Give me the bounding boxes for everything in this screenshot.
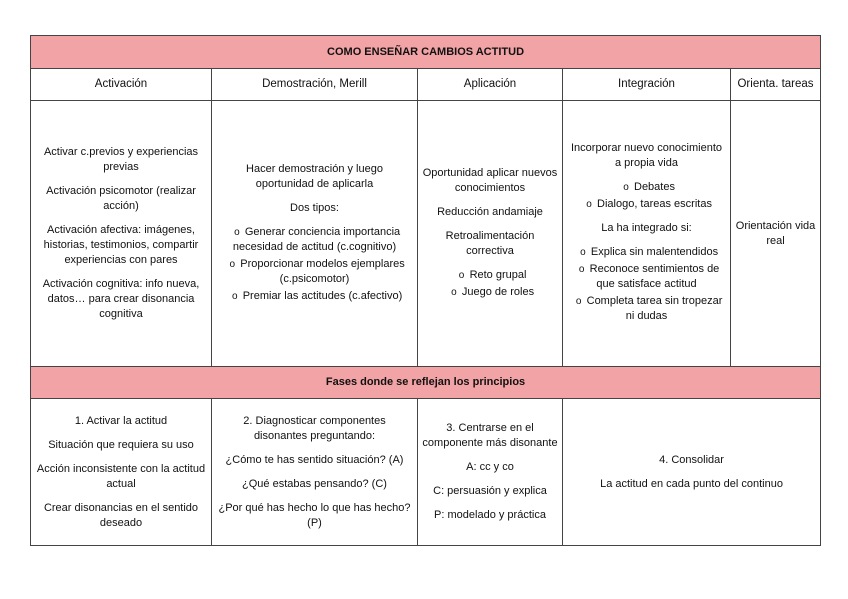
section-row (31, 367, 821, 399)
demostracion-list (216, 225, 413, 304)
fase-text: Acción inconsistente con la actitud actual (36, 462, 206, 490)
bullet-icon: o (623, 182, 629, 193)
activacion-text: Activación afectiva: imágenes, historias, testimonios, compartir experiencias con pares (43, 224, 199, 266)
cell-activacion (31, 101, 212, 367)
cell-fase-4 (563, 399, 821, 546)
list-item (567, 180, 726, 195)
list-item (567, 294, 726, 324)
aplicacion-text: Oportunidad aplicar nuevos conocimientos (422, 166, 558, 194)
cell-fase-3 (418, 399, 563, 546)
list-item (422, 268, 558, 283)
fase-text: 3. Centrarse en el componente más disonante (422, 422, 558, 449)
fase-text: P: modelado y práctica (434, 509, 546, 521)
title-row (31, 36, 821, 69)
list-item (216, 225, 413, 255)
attitude-change-table (30, 35, 821, 546)
integracion-intro: Incorporar nuevo conocimiento a propia vida (570, 142, 723, 169)
fase-text: ¿Por qué has hecho lo que has hecho? (P) (218, 501, 411, 529)
bullet-icon: o (458, 269, 465, 281)
section-title: Fases donde se reflejan los principios (31, 367, 821, 399)
cell-fase-2 (212, 399, 418, 546)
bullet-icon: o (234, 226, 240, 238)
fase-text: La actitud en cada punto del continuo (600, 477, 783, 490)
bullet-icon: o (229, 258, 236, 270)
aplicacion-text: Retroalimentación correctiva (445, 229, 535, 257)
fase-text: C: persuasión y explica (433, 485, 547, 497)
bullet-icon: o (575, 296, 582, 307)
list-item (422, 285, 558, 300)
fase-text: 4. Consolidar (659, 453, 724, 466)
fase-text: ¿Cómo te has sentido situación? (A) (225, 453, 404, 466)
bullet-icon: o (586, 199, 592, 210)
cell-integracion (563, 101, 731, 367)
integracion-criteria-list (567, 245, 726, 324)
fase-text: 2. Diagnosticar componentes disonantes preguntando: (243, 414, 386, 442)
list-item-text: Juego de roles (461, 285, 535, 298)
cell-fase-1 (31, 399, 212, 546)
fase-text: ¿Qué estabas pensando? (C) (242, 477, 387, 490)
list-item (567, 245, 726, 260)
activacion-text: Activación psicomotor (realizar acción) (46, 185, 196, 212)
phases-row (31, 399, 821, 546)
activacion-text: Activación cognitiva: info nueva, datos… para crear disonancia cognitiva (42, 278, 200, 320)
list-item-text: Debates (634, 181, 675, 193)
header-row (31, 69, 821, 101)
demostracion-tipos-label: Dos tipos: (290, 201, 339, 214)
orienta-text: Orientación vida real (735, 219, 816, 247)
bullet-icon: o (580, 247, 586, 258)
list-item (567, 197, 726, 212)
cell-orienta (731, 101, 821, 367)
list-item-text: Premiar las actitudes (c.afectivo) (242, 289, 403, 302)
activacion-text: Activar c.previos y experiencias previas (43, 146, 199, 173)
table-title: COMO ENSEÑAR CAMBIOS ACTITUD (31, 36, 821, 69)
list-item (567, 262, 726, 292)
header-integracion: Integración (563, 69, 731, 101)
list-item-text: Reconoce sentimientos de que satisface actitud (589, 263, 720, 290)
content-row (31, 101, 821, 367)
list-item-text: Reto grupal (469, 268, 527, 281)
cell-aplicacion (418, 101, 563, 367)
list-item (216, 289, 413, 304)
fase-text: Crear disonancias en el sentido deseado (43, 501, 199, 529)
bullet-icon: o (451, 286, 457, 298)
bullet-icon: o (578, 264, 585, 275)
list-item-text: Dialogo, tareas escritas (597, 198, 712, 210)
fase-text: 1. Activar la actitud (74, 414, 168, 427)
header-aplicacion: Aplicación (418, 69, 563, 101)
list-item-text: Explica sin malentendidos (590, 246, 719, 258)
fase-text: Situación que requiera su uso (48, 438, 194, 451)
aplicacion-text: Reducción andamiaje (437, 205, 543, 218)
header-orienta: Orienta. tareas (731, 69, 821, 101)
integracion-list (567, 180, 726, 212)
bullet-icon: o (231, 290, 238, 302)
list-item (216, 257, 413, 287)
list-item-text: Generar conciencia importancia necesidad de actitud (c.cognitivo) (232, 225, 401, 253)
list-item-text: Proporcionar modelos ejemplares (c.psicomotor) (240, 257, 405, 285)
list-item-text: Completa tarea sin tropezar ni dudas (586, 295, 723, 322)
integracion-label: La ha integrado si: (601, 222, 692, 234)
fase-text: A: cc y co (466, 461, 514, 473)
demostracion-intro: Hacer demostración y luego oportunidad de aplicarla (246, 162, 383, 190)
aplicacion-list (422, 268, 558, 300)
header-activacion: Activación (31, 69, 212, 101)
cell-demostracion (212, 101, 418, 367)
header-demostracion: Demostración, Merill (212, 69, 418, 101)
